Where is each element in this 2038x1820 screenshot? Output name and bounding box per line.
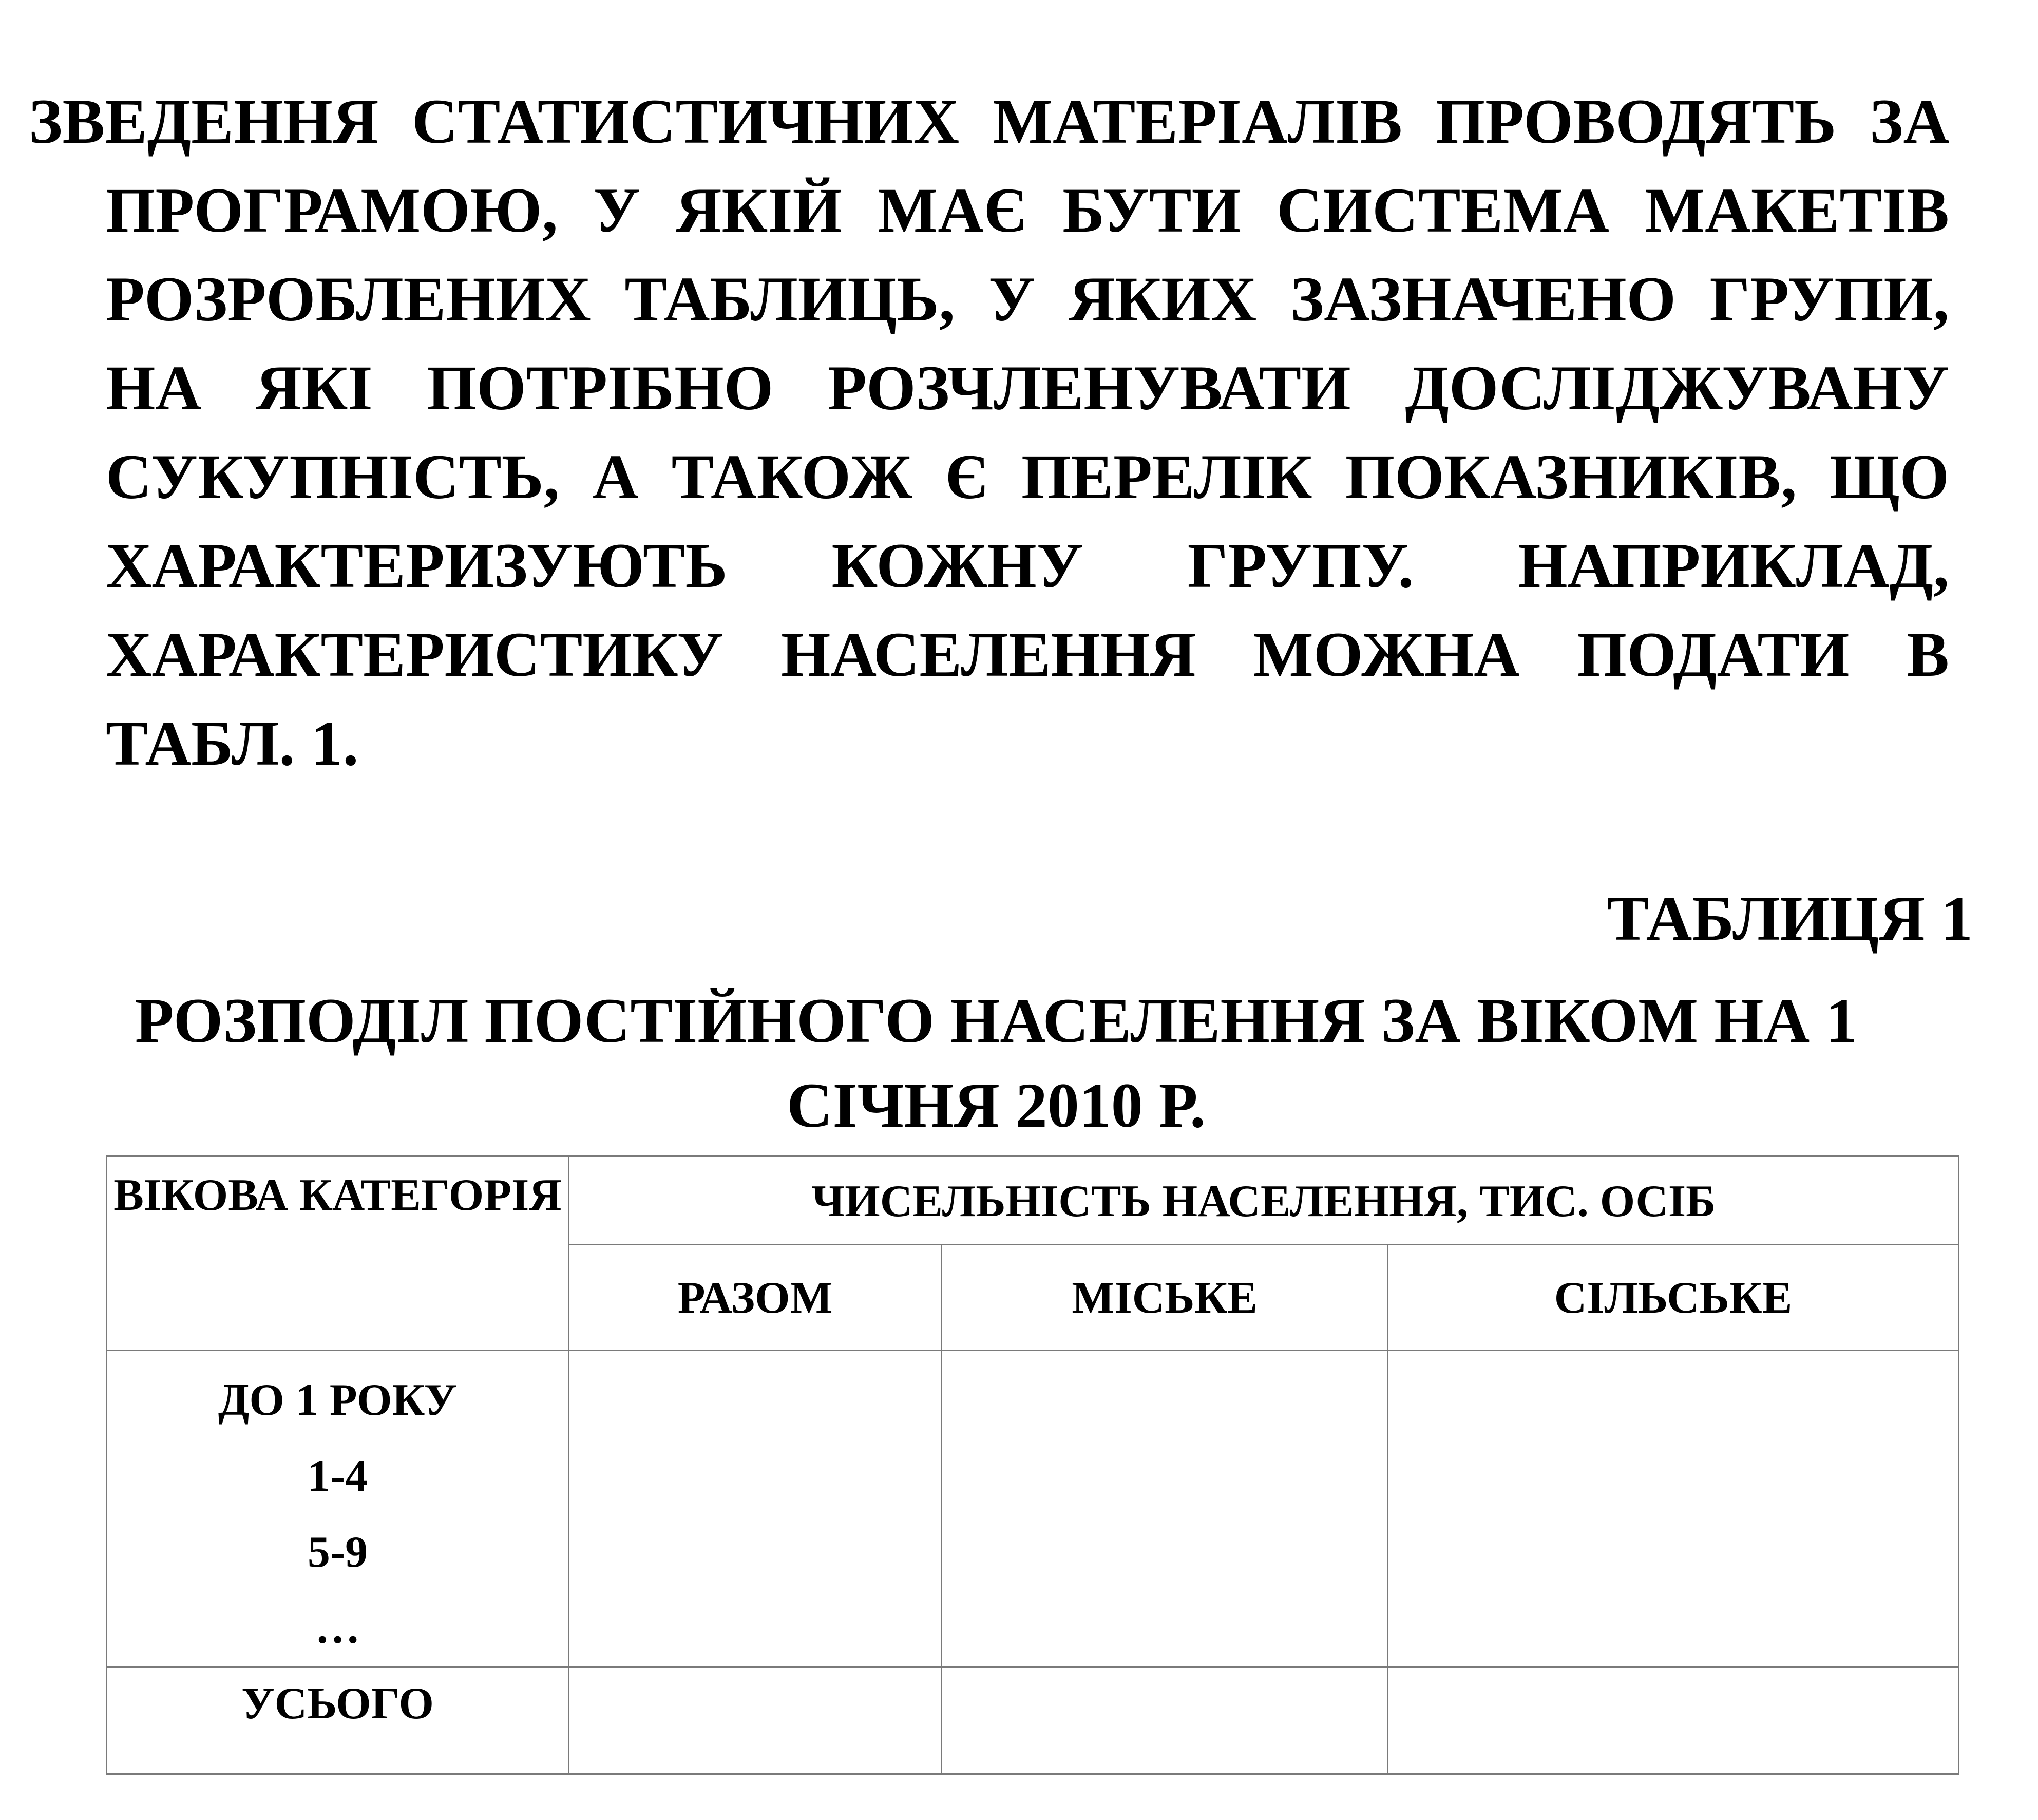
- column-header-total: РАЗОМ: [569, 1245, 942, 1351]
- table-title: РОЗПОДІЛ ПОСТІЙНОГО НАСЕЛЕННЯ ЗА ВІКОМ НА 1 СІЧНЯ 2010 Р.: [135, 985, 1858, 1141]
- total-label-cell: УСЬОГО: [107, 1667, 569, 1774]
- total-values-cell: [569, 1351, 942, 1667]
- rural-values-cell: [1388, 1351, 1959, 1667]
- age-category-header: ВІКОВА КАТЕГОРІЯ: [107, 1157, 569, 1351]
- age-category-item: 1-4: [307, 1451, 368, 1501]
- age-category-item: ДО 1 РОКУ: [218, 1375, 458, 1425]
- intro-paragraph: ЗВЕДЕННЯ СТАТИСТИЧНИХ МАТЕРІАЛІВ ПРОВОДЯТЬ ЗА ПРОГРАМОЮ, У ЯКІЙ МАЄ БУТИ СИСТЕМА МАКЕТІВ РОЗРОБЛЕНИХ ТАБЛИЦЬ, У ЯКИХ ЗАЗНАЧЕНО ГРУПИ, НА ЯКІ ПОТРІБНО РОЗЧЛЕНУВАТИ ДОСЛІДЖУВАНУ СУКУПНІСТЬ, А ТАКОЖ Є ПЕРЕЛІК ПОКАЗНИКІВ, ЩО ХАРАКТЕРИЗУЮТЬ КОЖНУ ГРУПУ. НАПРИКЛАД, ХАРАКТЕРИСТИКУ НАСЕЛЕННЯ МОЖНА ПОДАТИ В ТАБЛ. 1.: [29, 86, 1949, 779]
- table-number-label: ТАБЛИЦЯ 1: [1607, 883, 1973, 954]
- age-categories-cell: [107, 1351, 569, 1667]
- table-row: [107, 1351, 1959, 1667]
- age-category-list: [107, 1362, 568, 1666]
- population-table: [106, 1155, 1959, 1775]
- table-header-row: [107, 1157, 1959, 1245]
- age-category-item: …: [315, 1603, 360, 1653]
- table-total-row: [107, 1667, 1959, 1774]
- column-header-urban: МІСЬКЕ: [942, 1245, 1388, 1351]
- column-header-rural: СІЛЬСЬКЕ: [1388, 1245, 1959, 1351]
- urban-values-cell: [942, 1351, 1388, 1667]
- urban-sum-cell: [942, 1667, 1388, 1774]
- population-header: ЧИСЕЛЬНІСТЬ НАСЕЛЕННЯ, ТИС. ОСІБ: [569, 1157, 1959, 1245]
- total-sum-cell: [569, 1667, 942, 1774]
- age-category-item: 5-9: [307, 1527, 368, 1577]
- rural-sum-cell: [1388, 1667, 1959, 1774]
